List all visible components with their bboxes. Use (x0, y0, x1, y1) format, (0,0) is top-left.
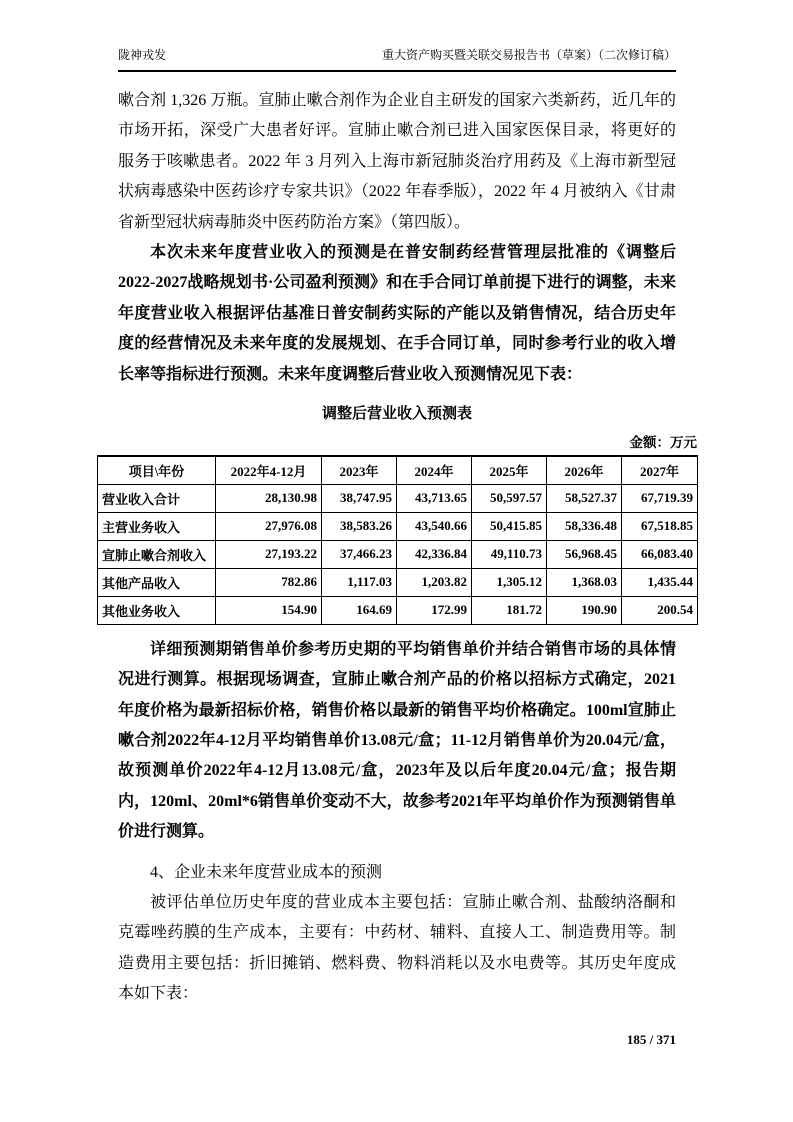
table-row-label: 营业收入合计 (98, 484, 216, 512)
table-value-cell: 43,713.65 (397, 484, 472, 512)
heading-cost-forecast: 4、企业未来年度营业成本的预测 (150, 863, 383, 881)
table-value-cell: 50,415.85 (472, 512, 547, 540)
table-row (98, 568, 698, 596)
paragraph-revenue-forecast-basis: 本次未来年度营业收入的预测是在普安制药经营管理层批准的《调整后2022-2027战略规划书·公司盈利预测》和在手合同订单前提下进行的调整，未来年度营业收入根据评估基准日普安制药实际的产能以及销售情况，结合历史年度的经营情况及未来年度的发展规划、在手合同订单，同时参考行业的收入增长率等指标进行预测。未来年度调整后营业收入预测情况见下表： (118, 243, 676, 383)
table-value-cell: 56,968.45 (547, 540, 622, 568)
table-value-cell: 172.99 (397, 596, 472, 624)
table-value-cell: 66,083.40 (622, 540, 698, 568)
paragraph-price-forecast: 详细预测期销售单价参考历史期的平均销售单价并结合销售市场的具体情况进行测算。根据现场调查，宣肺止嗽合剂产品的价格以招标方式确定，2021年度价格为最新招标价格，销售价格以最新的销售平均价格确定。100ml宣肺止嗽合剂2022年4-12月平均销售单价13.08元/盒；11-12月销售单价为20.04元/盒，故预测单价2022年4-12月13.08元/盒，2023年及以后年度20.04元/盒；报告期内，120ml、20ml*6销售单价变动不大，故参考2021年平均单价作为预测销售单价进行测算。 (118, 640, 676, 841)
table-value-cell: 27,976.08 (216, 512, 322, 540)
table-header-cell: 项目\年份 (98, 456, 216, 485)
table-value-cell: 58,527.37 (547, 484, 622, 512)
table-value-cell: 154.90 (216, 596, 322, 624)
table-header-cell: 2026年 (547, 456, 622, 485)
table-value-cell: 190.90 (547, 596, 622, 624)
table-value-cell: 782.86 (216, 568, 322, 596)
page-header (118, 46, 676, 72)
table-row-label: 主营业务收入 (98, 512, 216, 540)
table-header-cell: 2022年4-12月 (216, 456, 322, 485)
table-value-cell: 38,747.95 (322, 484, 397, 512)
table-header-cell: 2024年 (397, 456, 472, 485)
table-value-cell: 1,203.82 (397, 568, 472, 596)
table-value-cell: 50,597.57 (472, 484, 547, 512)
table-header-cell: 2023年 (322, 456, 397, 485)
table-header-cell: 2025年 (472, 456, 547, 485)
paragraph-continuation: 嗽合剂 1,326 万瓶。宣肺止嗽合剂作为企业自主研发的国家六类新药，近几年的市场开拓，深受广大患者好评。宣肺止嗽合剂已进入国家医保目录，将更好的服务于咳嗽患者。2022 年 3 月列入上海市新冠肺炎治疗用药及《上海市新型冠状病毒感染中医药诊疗专家共识》（2022 年春季版），2022 年 4 月被纳入《甘肃省新型冠状病毒肺炎中医药防治方案》（第四版）。 (118, 92, 676, 231)
page-number: 185 / 371 (626, 1032, 676, 1047)
revenue-forecast-table (97, 455, 698, 625)
table-row (98, 512, 698, 540)
table-value-cell: 164.69 (322, 596, 397, 624)
table-row-label: 其他业务收入 (98, 596, 216, 624)
table-value-cell: 38,583.26 (322, 512, 397, 540)
table-title: 调整后营业收入预测表 (321, 405, 472, 422)
table-value-cell: 1,435.44 (622, 568, 698, 596)
table-value-cell: 28,130.98 (216, 484, 322, 512)
amount-unit-label: 金额：万元 (629, 434, 697, 450)
table-row (98, 484, 698, 512)
table-value-cell: 1,368.03 (547, 568, 622, 596)
table-value-cell: 181.72 (472, 596, 547, 624)
table-header-row (98, 456, 698, 485)
table-row-label: 宣肺止嗽合剂收入 (98, 540, 216, 568)
header-report-title: 重大资产购买暨关联交易报告书（草案）（二次修订稿） (381, 48, 676, 62)
table-value-cell: 67,719.39 (622, 484, 698, 512)
table-value-cell: 42,336.84 (397, 540, 472, 568)
table-value-cell: 1,305.12 (472, 568, 547, 596)
header-company-name: 陇神戎发 (118, 48, 167, 62)
table-value-cell: 200.54 (622, 596, 698, 624)
table-value-cell: 43,540.66 (397, 512, 472, 540)
table-value-cell: 67,518.85 (622, 512, 698, 540)
table-value-cell: 58,336.48 (547, 512, 622, 540)
table-value-cell: 27,193.22 (216, 540, 322, 568)
table-header-cell: 2027年 (622, 456, 698, 485)
page-footer (627, 1032, 676, 1048)
table-value-cell: 37,466.23 (322, 540, 397, 568)
table-value-cell: 1,117.03 (322, 568, 397, 596)
paragraph-cost-composition: 被评估单位历史年度的营业成本主要包括：宣肺止嗽合剂、盐酸纳洛酮和克霉唑药膜的生产成本，主要有：中药材、辅料、直接人工、制造费用等。制造费用主要包括：折旧摊销、燃料费、物料消耗以及水电费等。其历史年度成本如下表： (118, 894, 676, 1003)
table-row (98, 540, 698, 568)
document-body (102, 86, 697, 1010)
table-row-label: 其他产品收入 (98, 568, 216, 596)
table-row (98, 596, 698, 624)
table-value-cell: 49,110.73 (472, 540, 547, 568)
